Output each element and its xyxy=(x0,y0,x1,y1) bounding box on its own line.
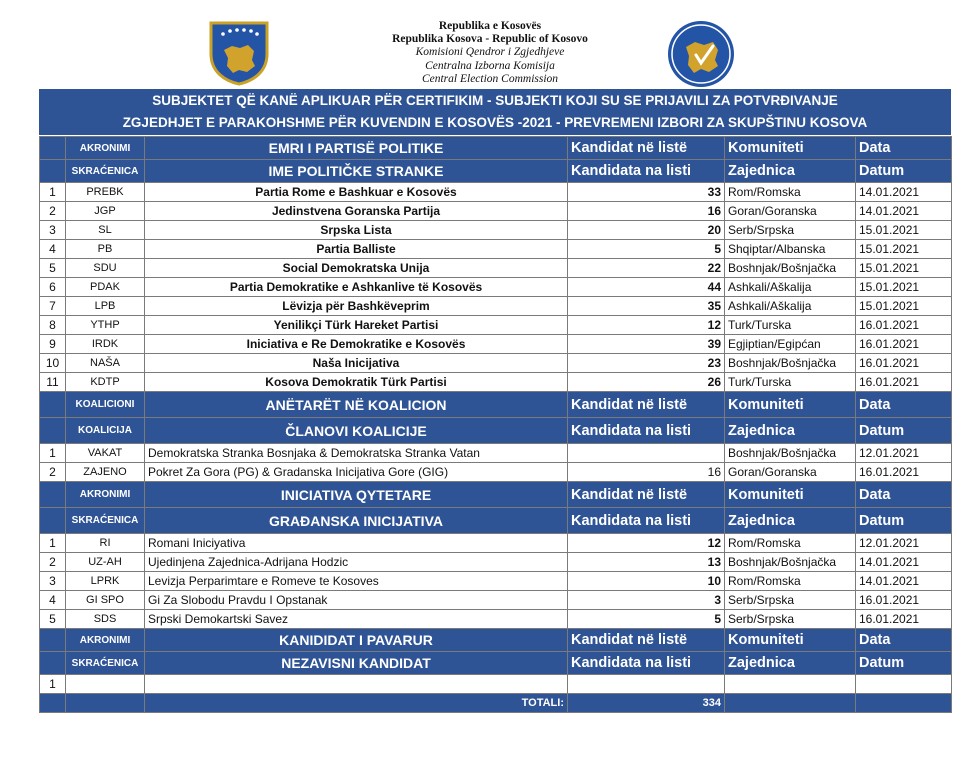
row-community: Serb/Srpska xyxy=(725,591,856,610)
table-row xyxy=(40,534,952,553)
header-community: Zajednica xyxy=(725,418,856,444)
institution-line: Central Election Commission xyxy=(421,72,559,85)
banner-title-line: ZGJEDHJET E PARAKOHSHME PËR KUVENDIN E KOSOVËS -2021 - PREVREMENI IZBORI ZA SKUPŠTINU KOSOVA xyxy=(122,115,868,130)
total-blank-cell xyxy=(66,694,145,713)
row-community: Rom/Romska xyxy=(725,534,856,553)
cec-seal-icon xyxy=(666,19,736,89)
row-date: 16.01.2021 xyxy=(856,335,952,354)
header-date: Data xyxy=(856,482,952,508)
total-blank-cell xyxy=(40,694,66,713)
header-candidates: Kandidata na listi xyxy=(568,418,725,444)
row-community xyxy=(725,675,856,694)
header-candidates: Kandidat në listë xyxy=(568,137,725,160)
header-date: Datum xyxy=(856,508,952,534)
header-community: Komuniteti xyxy=(725,392,856,418)
table-row xyxy=(40,610,952,629)
header-blank-cell xyxy=(40,652,66,675)
institution-line: Republika Kosova - Republic of Kosovo xyxy=(392,33,588,46)
row-date: 15.01.2021 xyxy=(856,278,952,297)
row-date: 15.01.2021 xyxy=(856,240,952,259)
table-row xyxy=(40,591,952,610)
row-community: Boshnjak/Bošnjačka xyxy=(725,444,856,463)
header-community: Zajednica xyxy=(725,652,856,675)
row-candidates: 39 xyxy=(568,335,725,354)
total-value: 334 xyxy=(568,694,725,713)
table-row xyxy=(40,572,952,591)
document-header xyxy=(0,0,980,89)
header-community: Komuniteti xyxy=(725,137,856,160)
row-number: 3 xyxy=(40,572,66,591)
row-name: Iniciativa e Re Demokratike e Kosovës xyxy=(145,335,568,354)
header-date: Datum xyxy=(856,652,952,675)
row-number: 8 xyxy=(40,316,66,335)
row-date: 16.01.2021 xyxy=(856,316,952,335)
row-date: 14.01.2021 xyxy=(856,553,952,572)
row-candidates: 26 xyxy=(568,373,725,392)
row-candidates: 44 xyxy=(568,278,725,297)
row-abbr: GI SPO xyxy=(66,591,145,610)
row-number: 1 xyxy=(40,534,66,553)
row-abbr: JGP xyxy=(66,202,145,221)
kosovo-coat-of-arms-icon xyxy=(208,20,270,86)
row-candidates: 12 xyxy=(568,534,725,553)
header-abbr: AKRONIMI xyxy=(66,629,145,652)
table-row xyxy=(40,553,952,572)
row-name: Partia Demokratike e Ashkanlive të Kosovës xyxy=(145,278,568,297)
row-date: 12.01.2021 xyxy=(856,444,952,463)
table-row xyxy=(40,240,952,259)
row-number: 6 xyxy=(40,278,66,297)
header-name: EMRI I PARTISË POLITIKE xyxy=(145,137,568,160)
row-abbr xyxy=(66,675,145,694)
row-date: 14.01.2021 xyxy=(856,572,952,591)
row-candidates: 33 xyxy=(568,183,725,202)
row-date: 16.01.2021 xyxy=(856,463,952,482)
table-row xyxy=(40,373,952,392)
table-row xyxy=(40,463,952,482)
row-number: 5 xyxy=(40,610,66,629)
header-date: Datum xyxy=(856,418,952,444)
row-abbr: LPB xyxy=(66,297,145,316)
row-candidates: 12 xyxy=(568,316,725,335)
row-date: 16.01.2021 xyxy=(856,591,952,610)
header-name: NEZAVISNI KANDIDAT xyxy=(145,652,568,675)
row-candidates: 16 xyxy=(568,463,725,482)
header-community: Komuniteti xyxy=(725,482,856,508)
row-name: Partia Rome e Bashkuar e Kosovës xyxy=(145,183,568,202)
row-name: Levizja Perparimtare e Romeve te Kosoves xyxy=(145,572,568,591)
row-community: Rom/Romska xyxy=(725,572,856,591)
row-candidates: 22 xyxy=(568,259,725,278)
total-blank-cell xyxy=(725,694,856,713)
row-date: 15.01.2021 xyxy=(856,259,952,278)
header-abbr: SKRAĆENICA xyxy=(66,652,145,675)
row-community: Egjiptian/Egipćan xyxy=(725,335,856,354)
total-row xyxy=(40,694,952,713)
header-date: Data xyxy=(856,137,952,160)
section-header-row xyxy=(40,392,952,418)
header-blank-cell xyxy=(40,137,66,160)
row-name: Gi Za Slobodu Pravdu I Opstanak xyxy=(145,591,568,610)
row-abbr: IRDK xyxy=(66,335,145,354)
institution-line: Komisioni Qendror i Zgjedhjeve xyxy=(415,46,565,59)
header-name: ANËTARËT NË KOALICION xyxy=(145,392,568,418)
header-abbr: KOALICIJA xyxy=(66,418,145,444)
header-blank-cell xyxy=(40,160,66,183)
header-blank-cell xyxy=(40,508,66,534)
row-number: 2 xyxy=(40,463,66,482)
header-community: Komuniteti xyxy=(725,629,856,652)
row-community: Turk/Turska xyxy=(725,373,856,392)
header-name: ČLANOVI KOALICIJE xyxy=(145,418,568,444)
institution-line: Republika e Kosovës xyxy=(438,20,542,32)
row-abbr: ZAJENO xyxy=(66,463,145,482)
row-abbr: UZ-AH xyxy=(66,553,145,572)
header-date: Data xyxy=(856,392,952,418)
row-abbr: YTHP xyxy=(66,316,145,335)
row-date: 14.01.2021 xyxy=(856,202,952,221)
header-blank-cell xyxy=(40,418,66,444)
header-abbr: AKRONIMI xyxy=(66,137,145,160)
header-abbr: AKRONIMI xyxy=(66,482,145,508)
header-community: Zajednica xyxy=(725,508,856,534)
row-date: 16.01.2021 xyxy=(856,354,952,373)
row-community: Boshnjak/Bošnjačka xyxy=(725,259,856,278)
header-abbr: SKRAĆENICA xyxy=(66,508,145,534)
section-header-row xyxy=(40,418,952,444)
row-community: Boshnjak/Bošnjačka xyxy=(725,553,856,572)
table-row xyxy=(40,354,952,373)
table-row xyxy=(40,297,952,316)
header-date: Datum xyxy=(856,160,952,183)
section-header-row xyxy=(40,508,952,534)
row-abbr: LPRK xyxy=(66,572,145,591)
header-candidates: Kandidat në listë xyxy=(568,629,725,652)
section-header-row xyxy=(40,137,952,160)
row-community: Ashkali/Aškalija xyxy=(725,297,856,316)
header-blank-cell xyxy=(40,392,66,418)
header-candidates: Kandidata na listi xyxy=(568,652,725,675)
header-name: GRAĐANSKA INICIJATIVA xyxy=(145,508,568,534)
header-candidates: Kandidata na listi xyxy=(568,508,725,534)
header-candidates: Kandidat në listë xyxy=(568,482,725,508)
row-community: Rom/Romska xyxy=(725,183,856,202)
row-number: 10 xyxy=(40,354,66,373)
row-abbr: PDAK xyxy=(66,278,145,297)
section-header-row xyxy=(40,629,952,652)
header-date: Data xyxy=(856,629,952,652)
table-row xyxy=(40,183,952,202)
title-banner xyxy=(39,89,951,135)
row-number: 5 xyxy=(40,259,66,278)
row-community: Goran/Goranska xyxy=(725,463,856,482)
table-row xyxy=(40,444,952,463)
row-candidates: 13 xyxy=(568,553,725,572)
row-number: 2 xyxy=(40,553,66,572)
row-abbr: PREBK xyxy=(66,183,145,202)
row-candidates xyxy=(568,444,725,463)
candidates-table xyxy=(39,136,952,713)
row-community: Shqiptar/Albanska xyxy=(725,240,856,259)
institution-line: Centralna Izborna Komisija xyxy=(425,59,555,72)
row-community: Turk/Turska xyxy=(725,316,856,335)
row-name: Jedinstvena Goranska Partija xyxy=(145,202,568,221)
table-row xyxy=(40,335,952,354)
row-date: 16.01.2021 xyxy=(856,373,952,392)
row-number: 9 xyxy=(40,335,66,354)
row-name: Social Demokratska Unija xyxy=(145,259,568,278)
header-name: INICIATIVA QYTETARE xyxy=(145,482,568,508)
header-blank-cell xyxy=(40,482,66,508)
row-date xyxy=(856,675,952,694)
header-abbr: KOALICIONI xyxy=(66,392,145,418)
row-candidates: 35 xyxy=(568,297,725,316)
row-candidates: 3 xyxy=(568,591,725,610)
row-date: 15.01.2021 xyxy=(856,221,952,240)
header-name: KANIDIDAT I PAVARUR xyxy=(145,629,568,652)
row-abbr: VAKAT xyxy=(66,444,145,463)
row-date: 15.01.2021 xyxy=(856,297,952,316)
row-name xyxy=(145,675,568,694)
row-number: 1 xyxy=(40,444,66,463)
row-abbr: RI xyxy=(66,534,145,553)
row-abbr: SDU xyxy=(66,259,145,278)
row-candidates: 5 xyxy=(568,240,725,259)
table-row xyxy=(40,202,952,221)
row-name: Srpska Lista xyxy=(145,221,568,240)
table-row xyxy=(40,278,952,297)
row-number: 2 xyxy=(40,202,66,221)
row-community: Ashkali/Aškalija xyxy=(725,278,856,297)
row-name: Pokret Za Gora (PG) & Gradanska Inicijativa Gore (GIG) xyxy=(145,463,568,482)
table-row xyxy=(40,259,952,278)
row-number: 4 xyxy=(40,591,66,610)
header-name: IME POLITIČKE STRANKE xyxy=(145,160,568,183)
row-candidates: 16 xyxy=(568,202,725,221)
total-label: TOTALI: xyxy=(145,694,568,713)
row-candidates: 10 xyxy=(568,572,725,591)
row-community: Goran/Goranska xyxy=(725,202,856,221)
header-blank-cell xyxy=(40,629,66,652)
header-community: Zajednica xyxy=(725,160,856,183)
row-candidates: 20 xyxy=(568,221,725,240)
row-candidates: 5 xyxy=(568,610,725,629)
header-abbr: SKRAĆENICA xyxy=(66,160,145,183)
header-candidates: Kandidata na listi xyxy=(568,160,725,183)
banner-title-line: SUBJEKTET QË KANË APLIKUAR PËR CERTIFIKIM - SUBJEKTI KOJI SU SE PRIJAVILI ZA POTVRĐIVANJE xyxy=(152,93,838,108)
row-abbr: PB xyxy=(66,240,145,259)
table-row xyxy=(40,316,952,335)
row-name: Partia Balliste xyxy=(145,240,568,259)
row-date: 14.01.2021 xyxy=(856,183,952,202)
row-community: Serb/Srpska xyxy=(725,610,856,629)
row-name: Demokratska Stranka Bosnjaka & Demokratska Stranka Vatan xyxy=(145,444,568,463)
table-row xyxy=(40,221,952,240)
row-name: Srpski Demokartski Savez xyxy=(145,610,568,629)
institution-block xyxy=(320,20,660,86)
row-date: 16.01.2021 xyxy=(856,610,952,629)
header-candidates: Kandidat në listë xyxy=(568,392,725,418)
row-number: 7 xyxy=(40,297,66,316)
row-abbr: SL xyxy=(66,221,145,240)
row-name: Ujedinjena Zajednica-Adrijana Hodzic xyxy=(145,553,568,572)
row-name: Lëvizja për Bashkëveprim xyxy=(145,297,568,316)
row-abbr: SDS xyxy=(66,610,145,629)
row-name: Kosova Demokratik Türk Partisi xyxy=(145,373,568,392)
row-date: 12.01.2021 xyxy=(856,534,952,553)
section-header-row xyxy=(40,482,952,508)
row-candidates: 23 xyxy=(568,354,725,373)
row-number: 11 xyxy=(40,373,66,392)
row-number: 4 xyxy=(40,240,66,259)
row-name: Yenilikçi Türk Hareket Partisi xyxy=(145,316,568,335)
row-abbr: KDTP xyxy=(66,373,145,392)
row-name: Naša Inicijativa xyxy=(145,354,568,373)
section-header-row xyxy=(40,160,952,183)
row-community: Serb/Srpska xyxy=(725,221,856,240)
row-abbr: NAŠA xyxy=(66,354,145,373)
table-row xyxy=(40,675,952,694)
row-number: 1 xyxy=(40,675,66,694)
row-community: Boshnjak/Bošnjačka xyxy=(725,354,856,373)
section-header-row xyxy=(40,652,952,675)
row-candidates xyxy=(568,675,725,694)
row-number: 3 xyxy=(40,221,66,240)
row-name: Romani Iniciyativa xyxy=(145,534,568,553)
row-number: 1 xyxy=(40,183,66,202)
total-blank-cell xyxy=(856,694,952,713)
